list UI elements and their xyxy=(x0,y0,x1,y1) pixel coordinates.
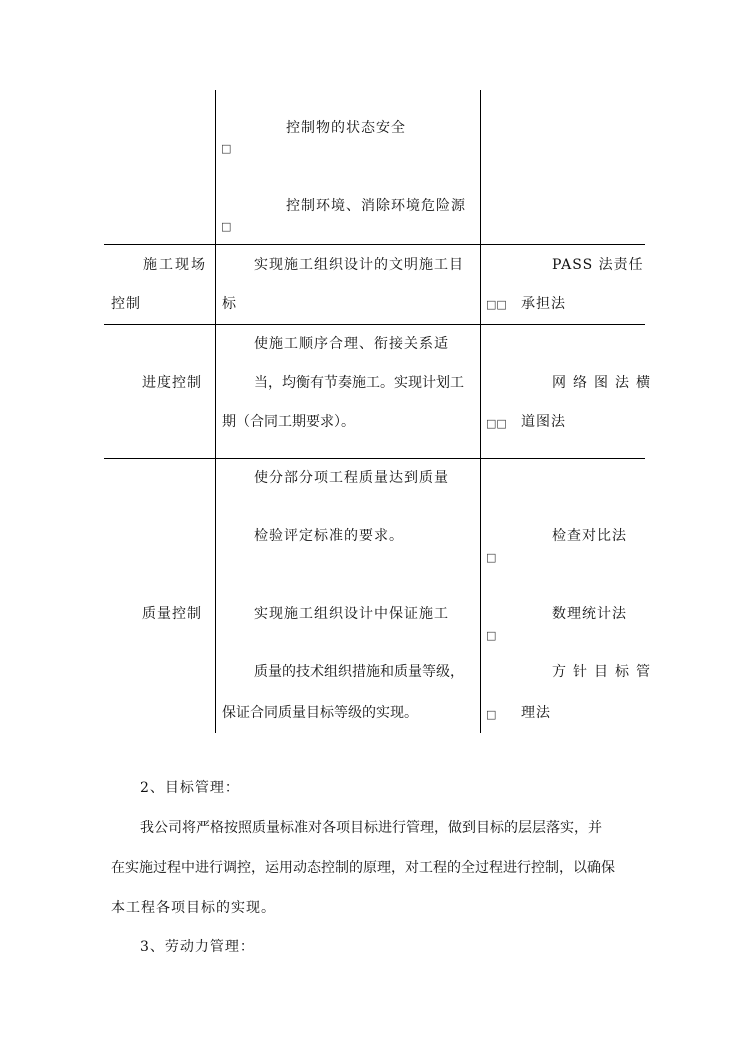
table-row-target: 实现施工组织设计中保证施工 xyxy=(254,606,449,622)
table-row-method: 检查对比法 xyxy=(552,528,627,544)
table-cell-text: 控制物的状态安全 xyxy=(286,120,406,136)
table-row-method: 承担法 xyxy=(521,296,566,312)
table-row-target: 标 xyxy=(222,296,236,312)
table-row-name: 控制 xyxy=(111,296,141,312)
table-row-name: 进度控制 xyxy=(142,375,202,391)
box-glyph: □ xyxy=(221,142,232,155)
table-row-target: 使施工顺序合理、衔接关系适 xyxy=(254,336,449,352)
box-glyph: □□ xyxy=(486,298,507,311)
paragraph-line: 我公司将严格按照质量标准对各项目标进行管理，做到目标的层层落实，并 xyxy=(140,820,602,836)
table-row-target: 质量的技术组织措施和质量等级， xyxy=(254,664,464,680)
table-row-name: 施工现场 xyxy=(143,257,207,273)
table-row-target: 使分部分项工程质量达到质量 xyxy=(254,470,449,486)
box-glyph: □ xyxy=(486,551,497,564)
table-row-target: 当，均衡有节奏施工。实现计划工 xyxy=(254,375,464,391)
table-row-line xyxy=(104,244,645,245)
paragraph-line: 本工程各项目标的实现。 xyxy=(111,900,276,916)
table-row-target: 实现施工组织设计的文明施工目 xyxy=(254,257,464,273)
section-heading: 3、劳动力管理： xyxy=(140,939,255,955)
table-cell-text: 控制环境、消除环境危险源 xyxy=(286,198,466,214)
table-row-method: PASS 法责任 xyxy=(552,257,644,273)
paragraph-line: 在实施过程中进行调控，运用动态控制的原理，对工程的全过程进行控制，以确保 xyxy=(111,860,615,876)
table-row-method: 道图法 xyxy=(521,414,566,430)
table-divider-right xyxy=(480,90,481,733)
table-row-line xyxy=(104,458,645,459)
table-row-target: 检验评定标准的要求。 xyxy=(254,528,404,544)
box-glyph: □□ xyxy=(486,417,507,430)
section-heading: 2、目标管理： xyxy=(140,780,240,796)
table-row-line xyxy=(104,324,645,325)
table-row-method: 网络图法横 xyxy=(552,375,657,391)
box-glyph: □ xyxy=(486,629,497,642)
table-row-name: 质量控制 xyxy=(142,606,202,622)
table-row-method: 方针目标管 xyxy=(552,664,657,680)
table-row-target: 期（合同工期要求）。 xyxy=(222,414,355,430)
table-row-method: 理法 xyxy=(521,705,551,721)
table-row-method: 数理统计法 xyxy=(552,606,627,622)
table-divider-left xyxy=(215,90,216,733)
table-row-target: 保证合同质量目标等级的实现。 xyxy=(222,705,418,721)
box-glyph: □ xyxy=(486,708,497,721)
box-glyph: □ xyxy=(221,220,232,233)
